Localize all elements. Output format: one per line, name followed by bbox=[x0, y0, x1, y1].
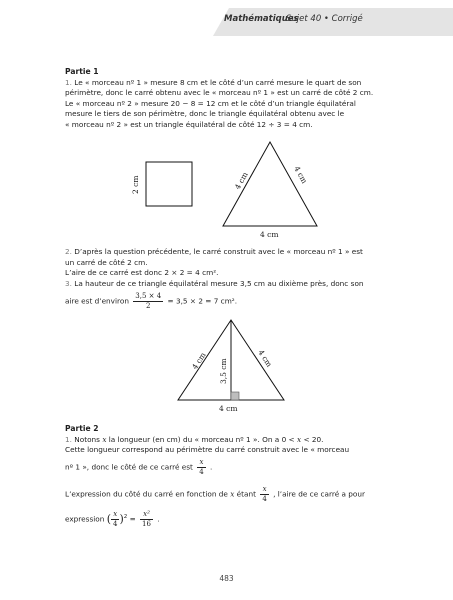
p2-q1-text3: < 20. bbox=[303, 434, 324, 444]
height-label: 3,5 cm bbox=[219, 358, 228, 384]
side-fraction-2-numerator: x bbox=[260, 485, 268, 495]
triangle2-base-label: 4 cm bbox=[219, 404, 238, 413]
p1-q1-line3: Le « morceau nº 2 » mesure 20 − 8 = 12 cm et le côté d’un triangle équilatéral bbox=[65, 98, 356, 108]
side-fraction-denominator: 4 bbox=[199, 467, 204, 476]
squared-fraction-numerator: x bbox=[111, 510, 119, 520]
p1-q2-line1 bbox=[65, 247, 395, 258]
p2-q1-text4: nº 1 », donc le côté de ce carré est bbox=[65, 462, 193, 471]
area-fraction-numerator: 3,5 × 4 bbox=[135, 292, 162, 300]
open-paren: ( bbox=[106, 511, 111, 525]
figure-square-triangle bbox=[125, 134, 340, 238]
area-fraction bbox=[133, 292, 163, 311]
p1-q3-text3: = 3,5 × 2 = 7 cm². bbox=[167, 296, 238, 306]
square-shape bbox=[146, 162, 192, 206]
figure-triangle-height bbox=[160, 312, 305, 418]
p2-q1-text7: étant bbox=[236, 489, 256, 498]
area-fraction-denominator: 2 bbox=[146, 302, 151, 310]
p2-q1-number: 1. bbox=[65, 434, 72, 444]
triangle-right-label: 4 cm bbox=[292, 164, 310, 186]
area-expression-numerator: x² bbox=[140, 510, 153, 520]
square-exponent: 2 bbox=[123, 513, 128, 520]
header-subject: Mathématiques bbox=[224, 14, 299, 24]
variable-x: x bbox=[296, 434, 302, 444]
right-angle-marker bbox=[231, 392, 239, 400]
side-fraction-numerator: x bbox=[197, 458, 205, 468]
p2-q1-line5 bbox=[65, 510, 395, 529]
p2-q1-text1: Notons bbox=[74, 434, 100, 444]
p1-q2-text1: D’après la question précédente, le carré construit avec le « morceau nº 1 » est bbox=[74, 247, 363, 256]
side-fraction-2-denominator: 4 bbox=[262, 494, 267, 503]
p1-q3-text2: aire est d’environ bbox=[65, 296, 129, 306]
square-side-label: 2 cm bbox=[131, 175, 140, 194]
partie1-q2-q3 bbox=[65, 247, 395, 311]
squared-fraction-denominator: 4 bbox=[113, 519, 118, 528]
p1-q3-line1 bbox=[65, 279, 395, 290]
variable-x: x bbox=[102, 434, 107, 444]
header-section: Sujet 40 • Corrigé bbox=[286, 14, 363, 24]
p1-q2-number: 2. bbox=[65, 247, 72, 256]
partie1-title: Partie 1 bbox=[65, 67, 99, 76]
p2-q1-line3 bbox=[65, 458, 395, 477]
p2-q1-text9: expression bbox=[65, 514, 105, 523]
p1-q2-line2: un carré de côté 2 cm. bbox=[65, 257, 148, 267]
p2-q1-text6: L’expression du côté du carré en fonction de bbox=[65, 489, 228, 498]
partie2-block bbox=[65, 424, 395, 529]
p1-q1-number: 1. bbox=[65, 77, 72, 87]
partie1-block bbox=[65, 67, 395, 130]
p2-q1-text8: , l’aire de ce carré a pour bbox=[273, 489, 366, 498]
close-paren: ) bbox=[119, 511, 124, 525]
page-number: 483 bbox=[219, 574, 234, 583]
triangle2-right-label: 4 cm bbox=[256, 348, 274, 369]
p1-q1-text1: Le « morceau nº 1 » mesure 8 cm et le côté d’un carré mesure le quart de son bbox=[74, 77, 362, 87]
p1-q1-line4: mesure le tiers de son périmètre, donc le triangle équilatéral obtenu avec le bbox=[65, 109, 345, 118]
p1-q1-line2: périmètre, donc le carré obtenu avec le « morceau nº 1 » est un carré de côté 2 cm. bbox=[65, 88, 374, 97]
triangle2-left-label: 4 cm bbox=[190, 350, 208, 372]
p2-q1-text2: la longueur (en cm) du « morceau nº 1 ». On a 0 < bbox=[108, 434, 295, 444]
p2-q1-text5: . bbox=[210, 462, 213, 471]
area-expression-denominator: 16 bbox=[142, 519, 151, 528]
side-fraction bbox=[197, 458, 205, 477]
p2-q1-line1 bbox=[65, 435, 395, 446]
partie2-title: Partie 2 bbox=[65, 424, 99, 433]
triangle-base-label: 4 cm bbox=[260, 230, 279, 238]
p1-q1-line5: « morceau nº 2 » est un triangle équilatéral de côté 12 ÷ 3 = 4 cm. bbox=[65, 119, 313, 129]
variable-x: x bbox=[230, 489, 235, 498]
p1-q3-line2 bbox=[65, 292, 395, 311]
equals-sign: = bbox=[129, 514, 136, 523]
p1-q2-line3: L’aire de ce carré est donc 2 × 2 = 4 cm². bbox=[65, 268, 219, 277]
p1-q1-line1 bbox=[65, 78, 395, 89]
p1-q3-text1: La hauteur de ce triangle équilatéral mesure 3,5 cm au dixième près, donc son bbox=[74, 278, 364, 288]
area-expression-fraction bbox=[140, 510, 153, 529]
side-fraction-2 bbox=[260, 485, 268, 504]
p1-q3-number: 3. bbox=[65, 278, 72, 288]
p2-q1-line4 bbox=[65, 485, 395, 504]
p2-q1-text10: . bbox=[157, 514, 160, 523]
triangle-left-label: 4 cm bbox=[232, 170, 250, 191]
p2-q1-line2: Cette longueur correspond au périmètre du carré construit avec le « morceau bbox=[65, 445, 350, 454]
